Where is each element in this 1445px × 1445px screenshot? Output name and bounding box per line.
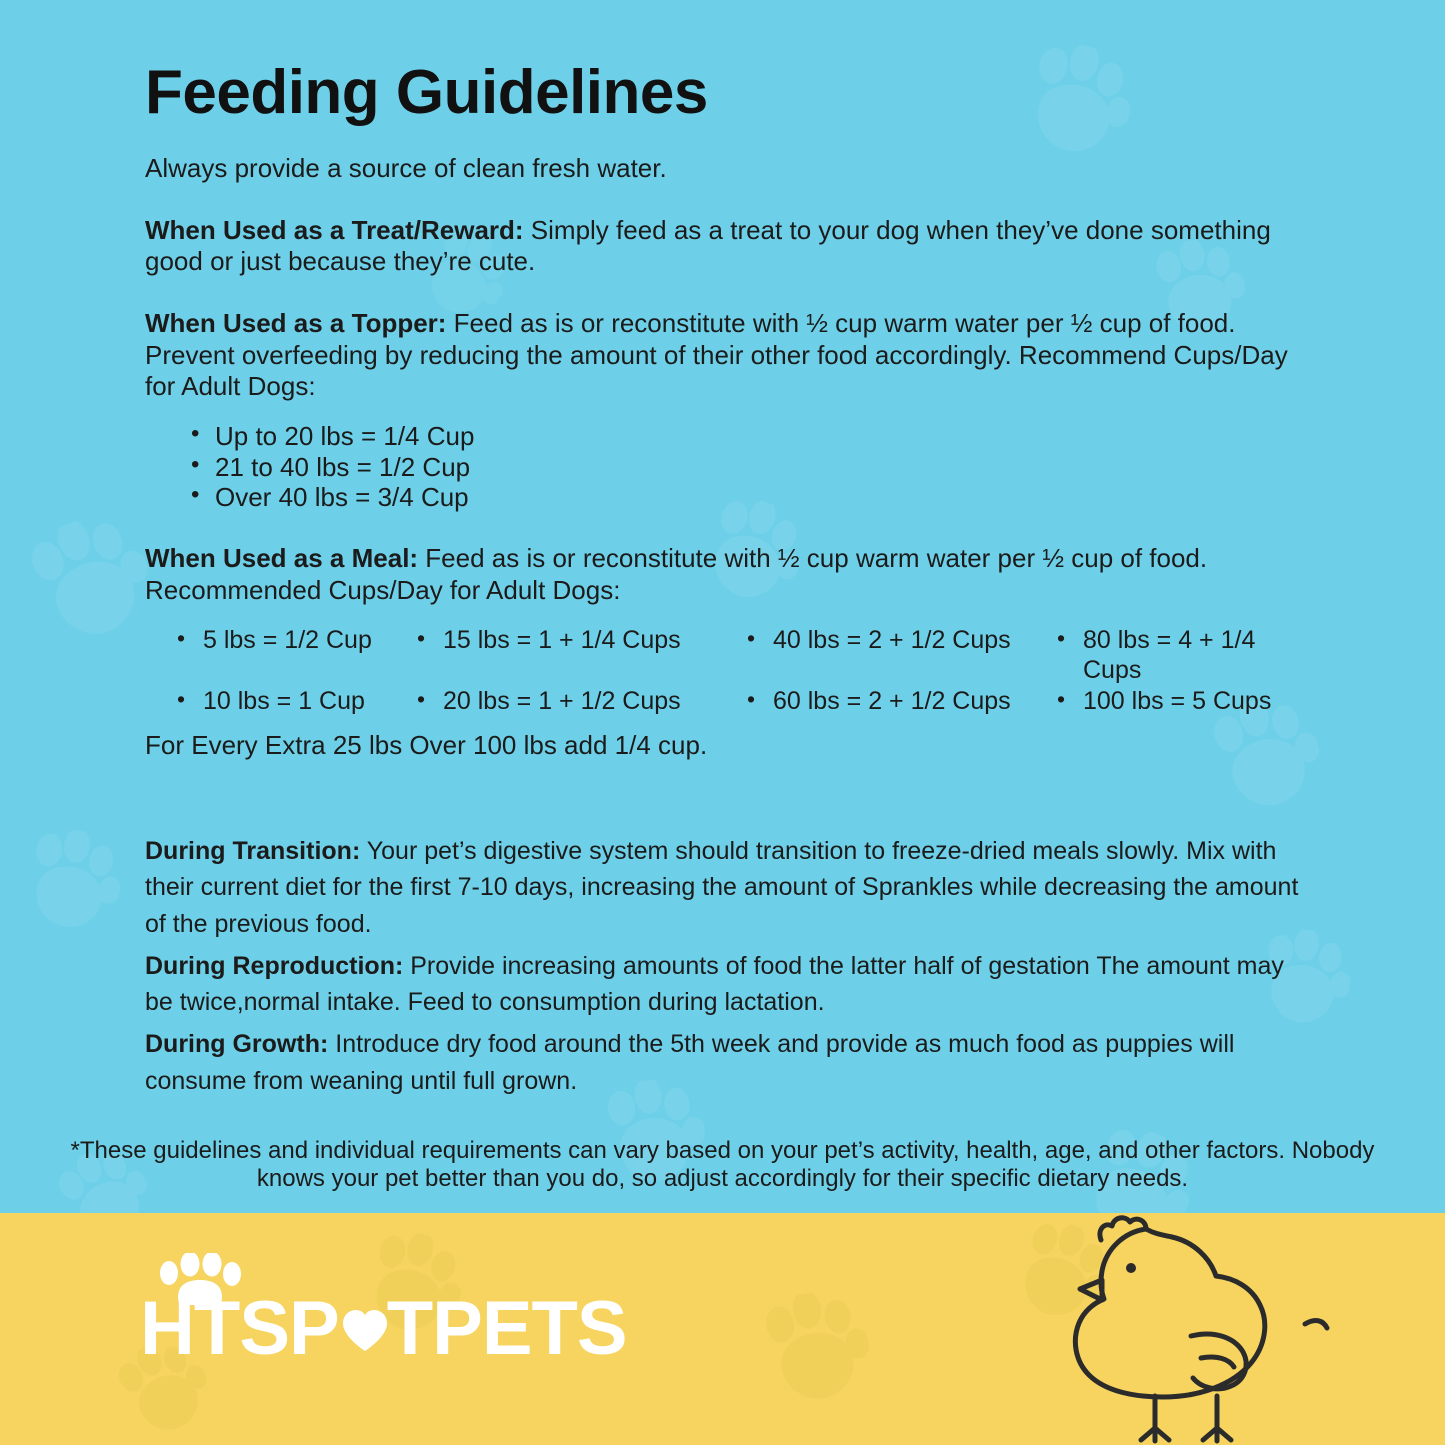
transition-label: During Transition: [145,837,361,866]
transition-text: Your pet’s digestive system should transition to freeze-dried meals slowly. Mix with their current diet for the first 7-10 days, increasing the amount of Sprankles while decreasing the amount of the previous food. [145,837,1299,938]
meal-amounts-grid [145,625,1315,717]
list-item: • 20 lbs = 1 + 1/2 Cups [413,686,743,717]
list-item: • 5 lbs = 1/2 Cup [173,625,413,686]
brand-text-part1: H [140,1286,194,1371]
brand-text-part3: TPETS [386,1286,627,1371]
meal-text: Feed as is or reconstitute with ½ cup warm water per ½ cup of food. Recommended Cups/Day for Adult Dogs: [145,543,1208,605]
topper-text: Feed as is or reconstitute with ½ cup warm water per ½ cup of food. Prevent overfeeding by reducing the amount of their other food accordingly. Recommend Cups/Day for Adult Dogs: [145,307,1288,402]
guidelines-body [0,152,1445,761]
extra-weight-note: For Every Extra 25 lbs Over 100 lbs add 1/4 cup. [145,730,708,761]
treat-section [145,215,1315,278]
growth-section [145,1026,1315,1099]
list-item: • 21 to 40 lbs = 1/2 Cup [185,452,1315,483]
list-item: • 60 lbs = 2 + 1/2 Cups [743,686,1053,717]
reproduction-label: During Reproduction: [145,951,404,980]
list-item: • 15 lbs = 1 + 1/4 Cups [413,625,743,686]
list-item: • 100 lbs = 5 Cups [1053,686,1315,717]
brand-text-part2: TSP [193,1286,339,1371]
list-item: • 80 lbs = 4 + 1/4 Cups [1053,625,1315,686]
topper-section [145,308,1315,403]
meal-section [145,543,1315,606]
transition-section [145,833,1315,942]
list-item: • 10 lbs = 1 Cup [173,686,413,717]
page-title: Feeding Guidelines [145,58,708,127]
brand-footer [0,1213,1445,1445]
heart-icon [339,1297,387,1365]
list-item: • Over 40 lbs = 3/4 Cup [185,482,1315,513]
list-item: • Up to 20 lbs = 1/4 Cup [185,421,1315,452]
meal-label: When Used as a Meal: [145,543,419,574]
water-note: Always provide a source of clean fresh water. [145,153,667,183]
paw-print-icon [750,1284,880,1426]
list-item: • 40 lbs = 2 + 1/2 Cups [743,625,1053,686]
topper-amounts-list [145,421,1315,513]
treat-label: When Used as a Treat/Reward: [145,214,524,245]
growth-text: Introduce dry food around the 5th week and provide as much food as puppies will consume from weaning until full grown. [145,1030,1235,1095]
lifestage-guidelines [0,833,1445,1099]
reproduction-section [145,948,1315,1021]
brand-name [140,1286,627,1371]
treat-text: Simply feed as a treat to your dog when they’ve done something good or just because they’re cute. [145,214,1271,277]
brand-logo [140,1286,627,1371]
topper-label: When Used as a Topper: [145,307,447,338]
chicken-icon [1005,1213,1335,1445]
growth-label: During Growth: [145,1030,329,1059]
disclaimer-text: *These guidelines and individual requirements can vary based on your pet’s activity, health, age, and other factors. Nobody knows your pet better than you do, so adjust accordingly for their specific dietary needs. [70,1136,1375,1193]
reproduction-text: Provide increasing amounts of food the latter half of gestation The amount may be twice,normal intake. Feed to consumption during lactation. [145,951,1284,1017]
